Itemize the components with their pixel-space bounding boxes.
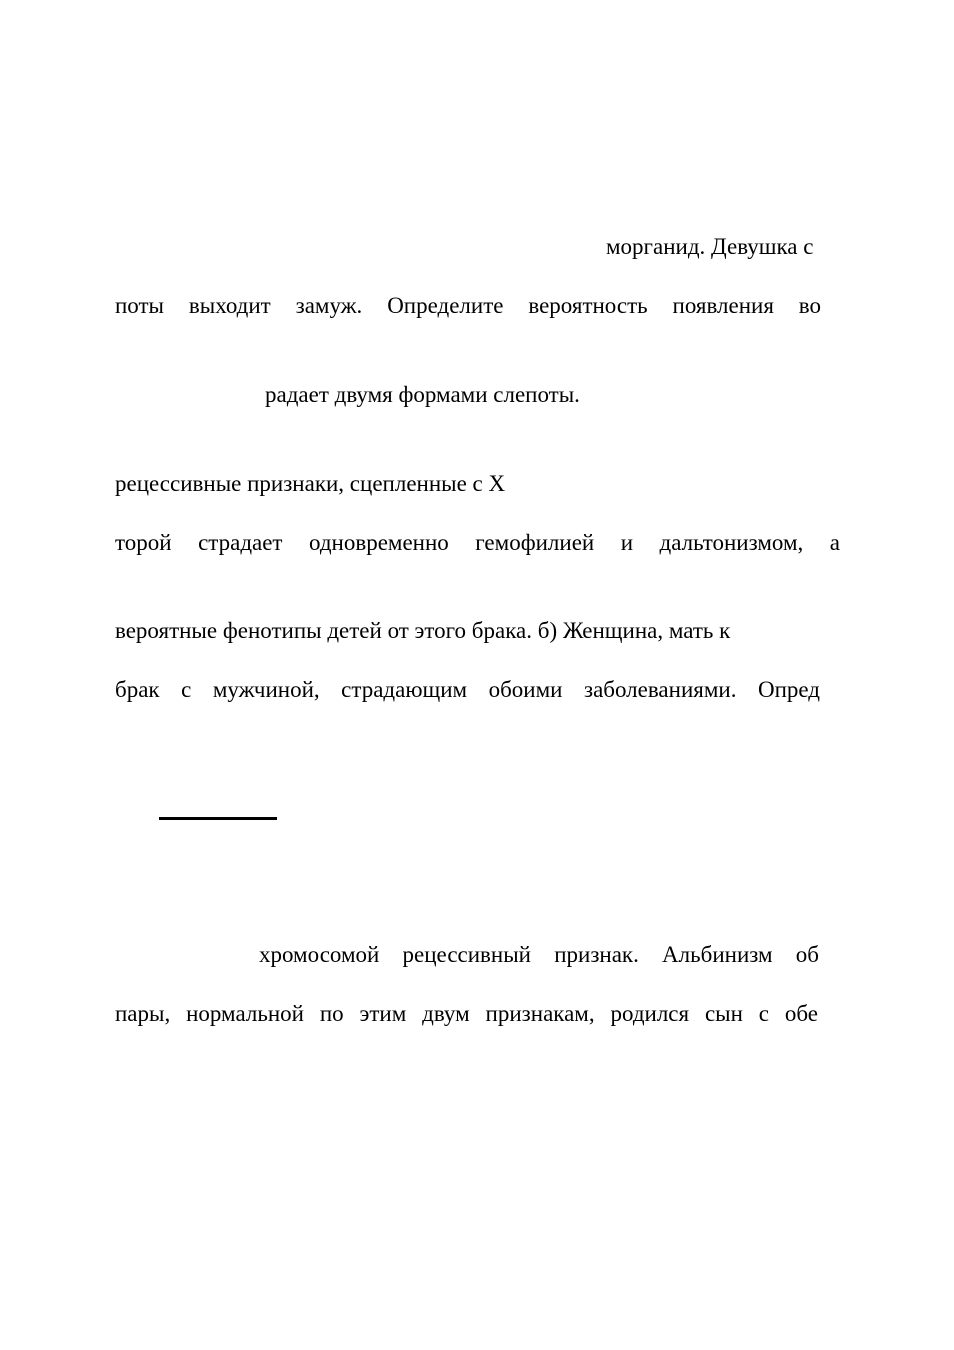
text-line-3: радает двумя формами слепоты. (265, 382, 580, 407)
footnote-separator-rule (159, 817, 277, 820)
text-line-9: пары, нормальной по этим двум признакам, родился сын с обе (115, 1001, 818, 1026)
text-line-2: поты выходит замуж. Определите вероятность появления во (115, 293, 821, 318)
text-line-4: рецессивные признаки, сцепленные с Х (115, 471, 506, 496)
text-line-6: вероятные фенотипы детей от этого брака. б) Женщина, мать к (115, 618, 731, 643)
text-line-1: морганид. Девушка с (606, 234, 814, 259)
text-line-5: торой страдает одновременно гемофилией и дальтонизмом, а (115, 530, 840, 555)
text-line-8: хромосомой рецессивный признак. Альбинизм об (259, 942, 819, 967)
text-line-7: брак с мужчиной, страдающим обоими заболеваниями. Опред (115, 677, 820, 702)
